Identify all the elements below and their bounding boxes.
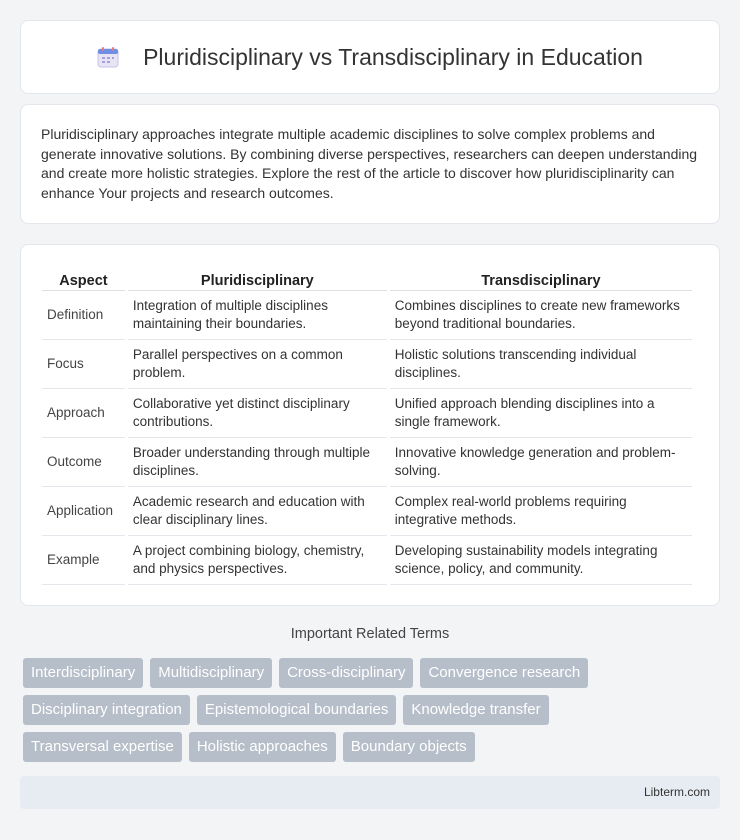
table-row	[42, 340, 692, 389]
tag-row	[23, 658, 723, 688]
row-pluridisciplinary: Collaborative yet distinct disciplinary contributions.	[128, 389, 387, 438]
table-row	[42, 487, 692, 536]
row-aspect: Application	[42, 487, 125, 536]
header-pluridisciplinary: Pluridisciplinary	[128, 265, 387, 291]
row-aspect: Outcome	[42, 438, 125, 487]
calendar-icon	[97, 46, 119, 68]
row-transdisciplinary: Holistic solutions transcending individual disciplines.	[390, 340, 692, 389]
row-aspect: Focus	[42, 340, 125, 389]
tag-row	[23, 695, 723, 725]
page-title: Pluridisciplinary vs Transdisciplinary in Education	[143, 43, 643, 70]
comparison-table	[39, 265, 695, 585]
footer-site-link[interactable]: Libterm.com	[643, 785, 710, 799]
tag-row	[23, 732, 723, 762]
related-terms-heading: Important Related Terms	[290, 626, 450, 642]
related-terms-list	[23, 658, 723, 769]
header-aspect: Aspect	[42, 265, 125, 291]
row-transdisciplinary: Unified approach blending disciplines into a single framework.	[390, 389, 692, 438]
tag-transversal-expertise[interactable]: Transversal expertise	[23, 732, 182, 762]
footer	[20, 776, 720, 809]
tag-cross-disciplinary[interactable]: Cross-disciplinary	[279, 658, 413, 688]
row-transdisciplinary: Combines disciplines to create new frameworks beyond traditional boundaries.	[390, 291, 692, 340]
row-transdisciplinary: Complex real-world problems requiring integrative methods.	[390, 487, 692, 536]
table-row	[42, 438, 692, 487]
table-row	[42, 536, 692, 585]
tag-disciplinary-integration[interactable]: Disciplinary integration	[23, 695, 190, 725]
row-pluridisciplinary: Academic research and education with clear disciplinary lines.	[128, 487, 387, 536]
tag-epistemological-boundaries[interactable]: Epistemological boundaries	[197, 695, 396, 725]
row-aspect: Definition	[42, 291, 125, 340]
row-transdisciplinary: Developing sustainability models integrating science, policy, and community.	[390, 536, 692, 585]
tag-boundary-objects[interactable]: Boundary objects	[343, 732, 475, 762]
row-pluridisciplinary: A project combining biology, chemistry, and physics perspectives.	[128, 536, 387, 585]
tag-knowledge-transfer[interactable]: Knowledge transfer	[403, 695, 548, 725]
intro-card	[20, 104, 720, 224]
table-header-row	[42, 265, 692, 291]
table-row	[42, 389, 692, 438]
row-pluridisciplinary: Parallel perspectives on a common problem.	[128, 340, 387, 389]
row-transdisciplinary: Innovative knowledge generation and problem-solving.	[390, 438, 692, 487]
row-pluridisciplinary: Broader understanding through multiple disciplines.	[128, 438, 387, 487]
row-pluridisciplinary: Integration of multiple disciplines maintaining their boundaries.	[128, 291, 387, 340]
tag-multidisciplinary[interactable]: Multidisciplinary	[150, 658, 272, 688]
row-aspect: Example	[42, 536, 125, 585]
tag-interdisciplinary[interactable]: Interdisciplinary	[23, 658, 143, 688]
intro-paragraph: Pluridisciplinary approaches integrate multiple academic disciplines to solve complex problems and generate innovative solutions. By combining diverse perspectives, researchers can deepen understanding and create more holistic strategies. Explore the rest of the article to discover how pluridisciplinarity can enhance Your projects and research outcomes.	[41, 126, 698, 201]
title-card	[20, 20, 720, 94]
row-aspect: Approach	[42, 389, 125, 438]
table-row	[42, 291, 692, 340]
tag-convergence-research[interactable]: Convergence research	[420, 658, 588, 688]
header-transdisciplinary: Transdisciplinary	[390, 265, 692, 291]
tag-holistic-approaches[interactable]: Holistic approaches	[189, 732, 336, 762]
comparison-card	[20, 244, 720, 606]
